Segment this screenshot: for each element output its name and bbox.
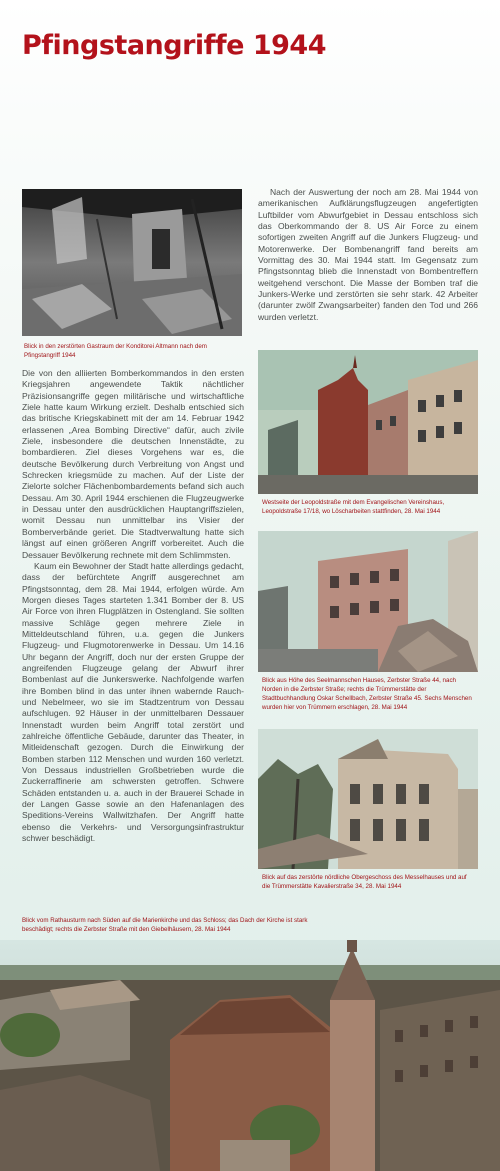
main-text bbox=[22, 368, 244, 844]
photo-caption-messelhaus: Blick auf das zerstörte nördliche Obergeschoss des Messelhauses und auf die Trümmerstätte Kavalierstraße 34, 28. Mai 1944 bbox=[262, 874, 467, 890]
photo-caption-leopoldstrasse: Westseite der Leopoldstraße mit dem Evangelischen Vereinshaus, Leopoldstraße 17/18, wo Löscharbeiten stattfinden, 28. Mai 1944 bbox=[262, 499, 445, 515]
intro-text: Nach der Auswertung der noch am 28. Mai 1944 von amerikanischen Aufklärungsflugzeugen angefertigten Luftbilder vom Abwurfgebiet in Dessau entschloss sich das Oberkommando der 8. US Air Force zu einem sofortigen zweiten Angriff auf die Junkers Flugzeug- und Motorenwerke. Der Bombenangriff fand bereits am Vormittag des 30. Mai 1944 statt. Im Gegensatz zum Pfingstsonntag blieb die Innenstadt von Bombentreffern weitgehend verschont. Die Masse der Bomben traf die Junkers-Werke und zerstörten sie sehr stark. 42 Arbeiter (darunter zwölf Zwangsarbeiter) fanden den Tod und 266 wurden verletzt. bbox=[258, 187, 478, 322]
photo-caption-rathausturm: Blick vom Rathausturm nach Süden auf die Marienkirche und das Schloss; das Dach der Kirche ist stark beschädigt; rechts die Zerbster Straße mit den Giebelhäusern, 28. Mai 1944 bbox=[22, 917, 308, 933]
paragraph-2: Kaum ein Bewohner der Stadt hatte allerdings gedacht, dass der befürchtete Angriff ausgerechnet am Pfingstsonntag, dem 28. Mai 1944, erfolgen würde. Am Morgen dieses Tages starteten 1.341 Bomber der 8. US Air Force von ihren Flugplätzen in Ostengland. Sie sollten massive Schläge gegen mehrere Ziele in Mitteldeutschland führen, u.a. gegen die Junkers Flugzeug- und Flugmotorenwerke in Dessau. Um 14.16 Uhr begann der Angriff, doch nur der ersten Gruppe der angreifenden Flugzeuge gelang der Abwurf ihrer Bombenlast auf die Junkerswerke. Nachfolgende warfen ihre Bomben blind in das unter ihnen wabernde Rauch- und Nebelmeer, wo sie im Stadtzentrum von Dessau aufschlugen. 92 Häuser in der unmittelbaren Dessauer Innenstadt wurden beim Angriff total zerstört und zahlreiche öffentliche Gebäude, darunter das Theater, in Mitleidenschaft gezogen. Durch die Einwirkung der Bomben starben 112 Menschen und wurden 160 verletzt. Von Dessaus industriellen Großbetrieben wurde die Zuckerraffinerie am schwersten getroffen. Schwere Schäden entstanden u. a. auch in der Brauerei Schade in der Langen Gasse sowie an den Hafenanlagen des Speditions-Vereins Wallwitzhafen. Der Angriff hatte ebenso die Verkehrs- und Versorgungsinfrastruktur schwer beschädigt. bbox=[22, 560, 244, 844]
photo-zerbster-strasse bbox=[258, 531, 478, 672]
photo-leopoldstrasse bbox=[258, 350, 478, 494]
photo-rathausturm-panorama bbox=[0, 940, 500, 1171]
photo-caption-zerbster: Blick aus Höhe des Seelmannschen Hauses, Zerbster Straße 44, nach Norden in die Zerbster Straße; rechts die Trümmerstätte der Stadtbuchhandlung Oskar Schellbach, Zerbster Straße 45. Sechs Menschen wurden hier von Trümmern erschlagen, 28. Mai 1944 bbox=[262, 677, 472, 711]
photo-caption-konditorei: Blick in den zerstörten Gastraum der Konditorei Altmann nach dem Pfingstangriff 1944 bbox=[24, 343, 207, 359]
photo-messelhaus bbox=[258, 729, 478, 869]
paragraph-1: Die von den alliierten Bomberkommandos in den ersten Kriegsjahren angewendete Taktik nächtlicher Präzisionsangriffe gegen militärische und wirtschaftliche Ziele hatte kaum Wirkung erzielt. Deshalb entschied sich das britische Kriegskabinett mit der am 14. Februar 1942 erlassenen „Area Bombing Directive“ dafür, auch zivile Ziele, insbesondere die deutschen Innenstädte, zu bombardieren. Ziel dieses Vorgehens war es, die deutsche Bevölkerung durch Verbreitung von Angst und Schrecken kriegsmüde zu machen. Auf der Liste der Zielorte solcher Flächenbombardements befand sich auch Dessau. Am 30. April 1944 erschienen die Flugzeugwerke in Dessau unter den ausdrücklichen Hauptangriffszielen, womit Dessau nun unmittelbar ins Visier der Bomberverbände geriet. Die Stadtverwaltung hatte sich längst auf einen größeren Angriff vorbereitet. Auch die Dessauer Bevölkerung rechnete mit dem Schlimmsten. bbox=[22, 368, 244, 560]
intro-paragraph bbox=[258, 187, 478, 323]
photo-konditorei-interior bbox=[22, 189, 242, 336]
page-title: Pfingstangriffe 1944 bbox=[22, 30, 327, 61]
